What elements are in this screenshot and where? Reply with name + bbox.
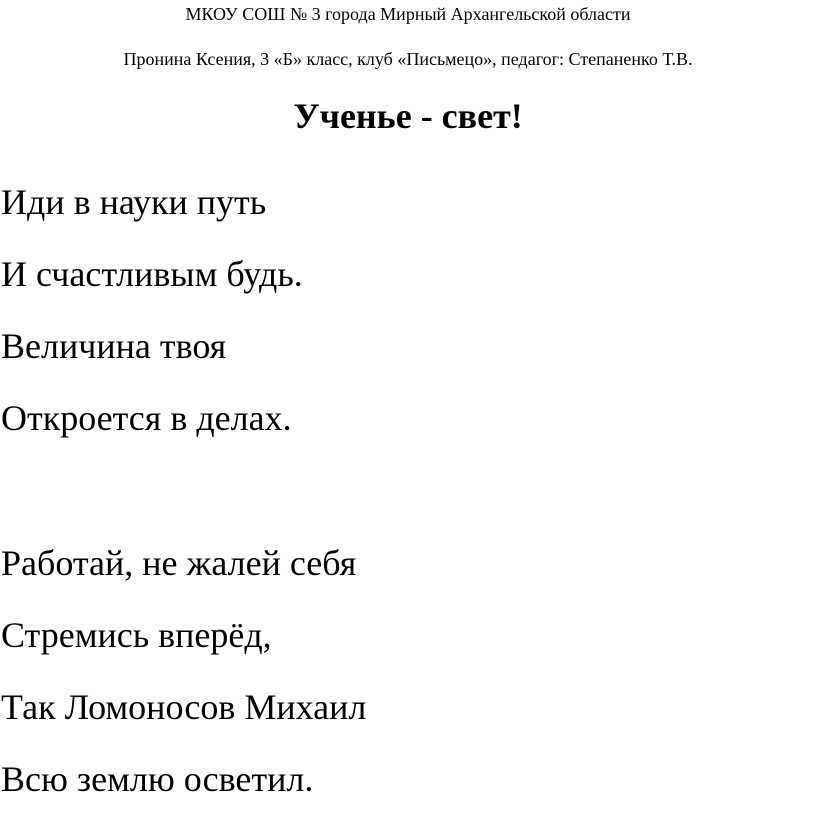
poem-line: И счастливым будь. — [1, 254, 303, 294]
poem-line: Иди в науки путь — [1, 182, 267, 222]
poem-line: Стремись вперёд, — [1, 615, 272, 655]
school-name: МКОУ СОШ № 3 города Мирный Архангельской области — [185, 4, 631, 24]
poem-line: Работай, не жалей себя — [1, 543, 357, 583]
poem-stanza — [1, 166, 303, 454]
poem-line: Откроется в делах. — [1, 398, 292, 438]
poem-stanza — [1, 527, 366, 815]
poem-line: Так Ломоносов Михаил — [1, 687, 367, 727]
poem-line: Величина твоя — [1, 326, 227, 366]
poem-line: Всю землю осветил. — [1, 759, 314, 799]
author-line: Пронина Ксения, 3 «Б» класс, клуб «Письмецо», педагог: Степаненко Т.В. — [123, 49, 693, 69]
poem-title: Ученье - свет! — [293, 96, 523, 136]
